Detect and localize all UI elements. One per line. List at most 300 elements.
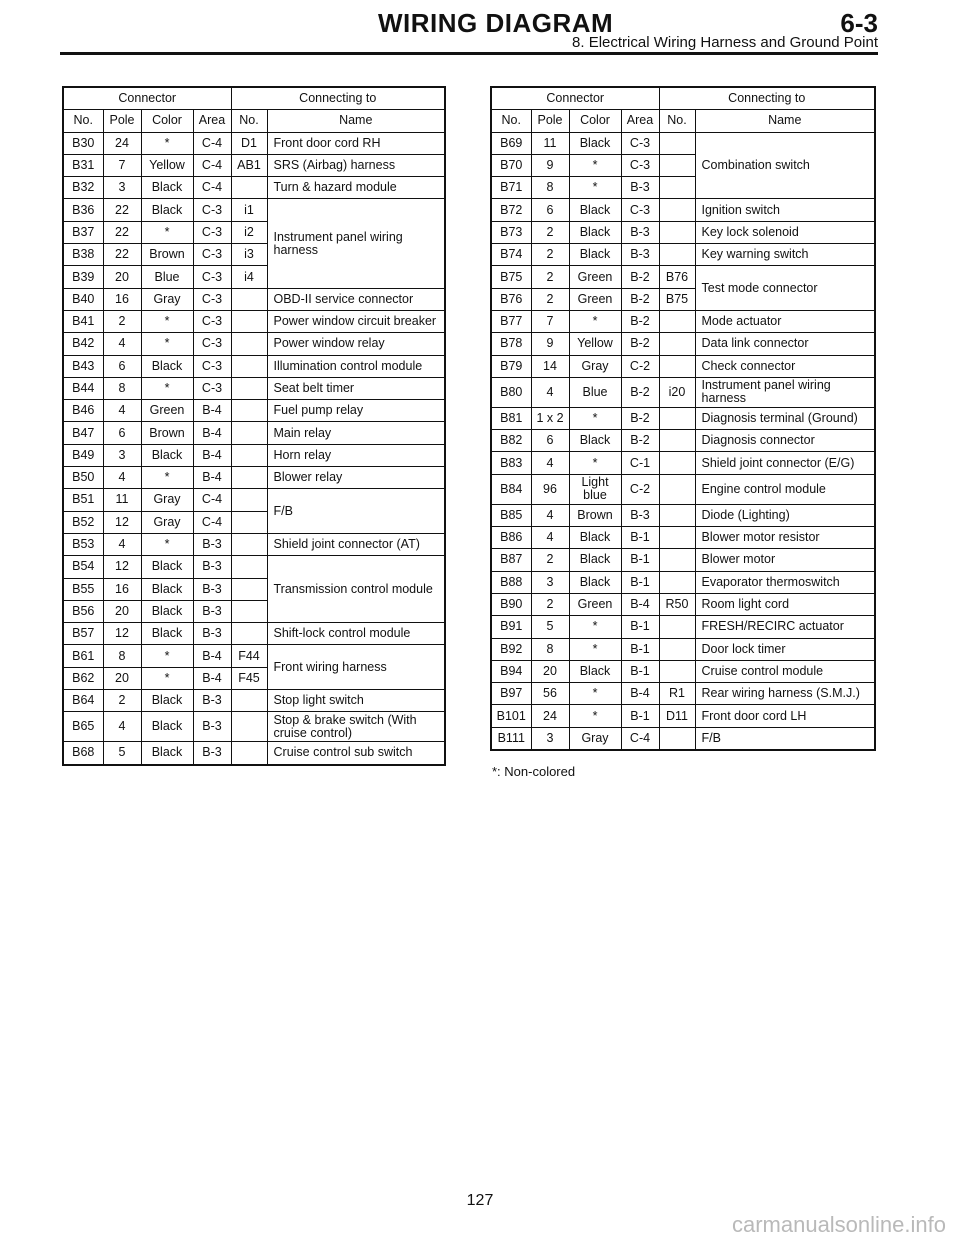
cell-area: B-1: [621, 616, 659, 638]
cell-color: Green: [569, 288, 621, 310]
cell-connecting-no: F45: [231, 667, 267, 689]
cell-area: C-3: [193, 355, 231, 377]
cell-area: B-4: [193, 645, 231, 667]
cell-connector-no: B31: [63, 154, 103, 176]
cell-connecting-no: [659, 132, 695, 154]
header-rule: [60, 52, 878, 55]
cell-pole: 2: [531, 244, 569, 266]
cell-area: B-3: [621, 177, 659, 199]
cell-name: Power window relay: [267, 333, 445, 355]
table-row: [63, 742, 445, 765]
cell-color: *: [141, 645, 193, 667]
cell-connecting-no: [231, 489, 267, 511]
cell-connector-no: B42: [63, 333, 103, 355]
cell-name: Shield joint connector (AT): [267, 533, 445, 555]
cell-pole: 4: [531, 377, 569, 407]
cell-color: Black: [141, 600, 193, 622]
cell-connecting-no: F44: [231, 645, 267, 667]
cell-area: B-4: [621, 683, 659, 705]
header-color: Color: [569, 110, 621, 132]
cell-area: B-3: [621, 221, 659, 243]
cell-area: B-3: [193, 533, 231, 555]
cell-area: C-2: [621, 474, 659, 504]
cell-connector-no: B55: [63, 578, 103, 600]
cell-pole: 3: [103, 444, 141, 466]
cell-connector-no: B47: [63, 422, 103, 444]
cell-color: *: [569, 452, 621, 474]
cell-area: B-1: [621, 549, 659, 571]
cell-area: C-3: [621, 132, 659, 154]
cell-name: Cruise control module: [695, 660, 875, 682]
cell-pole: 2: [531, 593, 569, 615]
cell-connecting-no: [231, 467, 267, 489]
cell-color: Black: [141, 199, 193, 221]
cell-connector-no: B56: [63, 600, 103, 622]
header-color: Color: [141, 110, 193, 132]
cell-name: Shield joint connector (E/G): [695, 452, 875, 474]
cell-color: Black: [569, 132, 621, 154]
cell-color: *: [141, 667, 193, 689]
cell-pole: 4: [103, 467, 141, 489]
connector-table-left: [62, 86, 446, 766]
cell-area: C-3: [193, 288, 231, 310]
cell-name: SRS (Airbag) harness: [267, 154, 445, 176]
cell-connector-no: B54: [63, 556, 103, 578]
cell-connecting-no: R1: [659, 683, 695, 705]
cell-name: Data link connector: [695, 333, 875, 355]
cell-pole: 56: [531, 683, 569, 705]
cell-connecting-no: [231, 333, 267, 355]
cell-name: Instrument panel wiring harness: [267, 199, 445, 288]
cell-area: B-4: [621, 593, 659, 615]
cell-connecting-no: [231, 742, 267, 765]
cell-connecting-no: [231, 177, 267, 199]
cell-connector-no: B88: [491, 571, 531, 593]
cell-pole: 2: [531, 549, 569, 571]
table-row: [491, 504, 875, 526]
table-row: [491, 638, 875, 660]
cell-area: C-4: [193, 511, 231, 533]
cell-connector-no: B78: [491, 333, 531, 355]
cell-pole: 1 x 2: [531, 407, 569, 429]
cell-connector-no: B73: [491, 221, 531, 243]
cell-pole: 22: [103, 199, 141, 221]
cell-pole: 8: [103, 377, 141, 399]
cell-connecting-no: D11: [659, 705, 695, 727]
table-row: [491, 244, 875, 266]
cell-pole: 20: [531, 660, 569, 682]
cell-connector-no: B36: [63, 199, 103, 221]
cell-color: Black: [141, 690, 193, 712]
table-body-left: [63, 132, 445, 765]
cell-color: Brown: [569, 504, 621, 526]
cell-connector-no: B46: [63, 400, 103, 422]
cell-connecting-no: [231, 444, 267, 466]
cell-name: Cruise control sub switch: [267, 742, 445, 765]
cell-color: Black: [141, 742, 193, 765]
footnote: *: Non-colored: [492, 764, 576, 779]
cell-color: Brown: [141, 244, 193, 266]
cell-connector-no: B101: [491, 705, 531, 727]
cell-name: Turn & hazard module: [267, 177, 445, 199]
header-pole: Pole: [103, 110, 141, 132]
cell-color: Black: [141, 556, 193, 578]
cell-name: Horn relay: [267, 444, 445, 466]
cell-connecting-no: [659, 727, 695, 750]
cell-area: B-1: [621, 660, 659, 682]
cell-area: C-2: [621, 355, 659, 377]
cell-pole: 3: [531, 727, 569, 750]
cell-name: Door lock timer: [695, 638, 875, 660]
cell-connecting-no: [231, 310, 267, 332]
cell-pole: 5: [531, 616, 569, 638]
cell-area: B-3: [621, 504, 659, 526]
cell-connector-no: B97: [491, 683, 531, 705]
table-body-right: [491, 132, 875, 750]
table-row: [63, 333, 445, 355]
cell-pole: 8: [103, 645, 141, 667]
cell-connecting-no: [659, 638, 695, 660]
cell-connecting-no: i2: [231, 221, 267, 243]
cell-connecting-no: [659, 571, 695, 593]
table-row: [63, 199, 445, 221]
table-row: [491, 355, 875, 377]
cell-area: C-3: [193, 221, 231, 243]
table-row: [63, 489, 445, 511]
cell-connector-no: B85: [491, 504, 531, 526]
cell-area: B-1: [621, 571, 659, 593]
cell-connector-no: B70: [491, 154, 531, 176]
cell-name: Blower motor resistor: [695, 527, 875, 549]
cell-connecting-no: [659, 616, 695, 638]
cell-pole: 16: [103, 578, 141, 600]
table-row: [491, 683, 875, 705]
cell-pole: 2: [531, 266, 569, 288]
cell-area: B-1: [621, 705, 659, 727]
cell-name: Evaporator thermoswitch: [695, 571, 875, 593]
cell-connecting-no: [231, 556, 267, 578]
cell-color: Black: [141, 712, 193, 742]
cell-area: B-2: [621, 333, 659, 355]
cell-connecting-no: [231, 377, 267, 399]
header-no: No.: [491, 110, 531, 132]
cell-pole: 6: [531, 430, 569, 452]
cell-connector-no: B53: [63, 533, 103, 555]
cell-connector-no: B69: [491, 132, 531, 154]
cell-area: B-3: [193, 712, 231, 742]
cell-area: C-4: [193, 132, 231, 154]
cell-connector-no: B38: [63, 244, 103, 266]
cell-connecting-no: [231, 422, 267, 444]
cell-pole: 8: [531, 638, 569, 660]
header-conn-no: No.: [659, 110, 695, 132]
cell-name: Check connector: [695, 355, 875, 377]
cell-color: *: [141, 333, 193, 355]
cell-pole: 11: [531, 132, 569, 154]
cell-area: B-2: [621, 266, 659, 288]
page-number: 127: [466, 1192, 494, 1209]
cell-color: Green: [569, 593, 621, 615]
cell-pole: 22: [103, 221, 141, 243]
cell-connector-no: B81: [491, 407, 531, 429]
cell-color: Gray: [141, 489, 193, 511]
cell-connector-no: B79: [491, 355, 531, 377]
cell-connector-no: B68: [63, 742, 103, 765]
cell-pole: 2: [103, 310, 141, 332]
connector-table-right: [490, 86, 876, 751]
cell-color: *: [141, 533, 193, 555]
watermark: carmanualsonline.info: [731, 1212, 946, 1237]
cell-connector-no: B76: [491, 288, 531, 310]
table-row: [63, 467, 445, 489]
cell-pole: 4: [531, 527, 569, 549]
cell-color: Green: [569, 266, 621, 288]
cell-connecting-no: R50: [659, 593, 695, 615]
cell-connecting-no: [659, 177, 695, 199]
table-row: [63, 177, 445, 199]
cell-connector-no: B37: [63, 221, 103, 243]
cell-area: B-4: [193, 400, 231, 422]
cell-pole: 4: [103, 333, 141, 355]
page-header: [60, 6, 878, 50]
header-area: Area: [621, 110, 659, 132]
cell-area: C-3: [193, 199, 231, 221]
cell-pole: 9: [531, 154, 569, 176]
cell-color: *: [569, 638, 621, 660]
cell-connecting-no: [659, 474, 695, 504]
cell-color: Black: [569, 430, 621, 452]
cell-pole: 4: [531, 452, 569, 474]
cell-area: C-1: [621, 452, 659, 474]
cell-connector-no: B39: [63, 266, 103, 288]
header-no: No.: [63, 110, 103, 132]
cell-connecting-no: [231, 400, 267, 422]
cell-color: Light blue: [569, 474, 621, 504]
table-row: [63, 623, 445, 645]
cell-area: B-1: [621, 638, 659, 660]
cell-name: F/B: [267, 489, 445, 534]
cell-connecting-no: i3: [231, 244, 267, 266]
cell-color: Yellow: [141, 154, 193, 176]
cell-color: Gray: [569, 355, 621, 377]
cell-connector-no: B90: [491, 593, 531, 615]
table-row: [63, 310, 445, 332]
cell-connector-no: B50: [63, 467, 103, 489]
cell-color: *: [569, 154, 621, 176]
cell-connecting-no: AB1: [231, 154, 267, 176]
cell-connector-no: B72: [491, 199, 531, 221]
cell-pole: 24: [103, 132, 141, 154]
header-connector: Connector: [491, 87, 659, 110]
cell-name: Stop & brake switch (With cruise control): [267, 712, 445, 742]
cell-name: Key warning switch: [695, 244, 875, 266]
cell-color: *: [569, 705, 621, 727]
table-row: [491, 616, 875, 638]
cell-name: Diagnosis connector: [695, 430, 875, 452]
cell-name: Blower motor: [695, 549, 875, 571]
cell-area: B-3: [193, 742, 231, 765]
cell-pole: 16: [103, 288, 141, 310]
cell-area: C-4: [193, 154, 231, 176]
cell-connecting-no: [659, 310, 695, 332]
cell-connecting-no: [231, 600, 267, 622]
cell-color: *: [141, 310, 193, 332]
table-row: [491, 527, 875, 549]
cell-pole: 12: [103, 556, 141, 578]
table-row: [63, 533, 445, 555]
cell-color: *: [569, 310, 621, 332]
cell-name: Seat belt timer: [267, 377, 445, 399]
cell-area: B-2: [621, 407, 659, 429]
cell-connector-no: B52: [63, 511, 103, 533]
cell-color: Black: [141, 177, 193, 199]
cell-area: B-4: [193, 667, 231, 689]
header-connecting-to: Connecting to: [659, 87, 875, 110]
table-row: [63, 377, 445, 399]
cell-color: *: [569, 177, 621, 199]
cell-connecting-no: [231, 511, 267, 533]
header-connecting-to: Connecting to: [231, 87, 445, 110]
cell-name: Room light cord: [695, 593, 875, 615]
cell-name: Ignition switch: [695, 199, 875, 221]
cell-color: Gray: [141, 288, 193, 310]
cell-connector-no: B57: [63, 623, 103, 645]
table-row: [491, 377, 875, 407]
table-row: [491, 310, 875, 332]
cell-pole: 4: [103, 712, 141, 742]
cell-name: OBD-II service connector: [267, 288, 445, 310]
table-row: [491, 593, 875, 615]
cell-connector-no: B84: [491, 474, 531, 504]
cell-connector-no: B86: [491, 527, 531, 549]
cell-connecting-no: [231, 355, 267, 377]
cell-pole: 3: [103, 177, 141, 199]
cell-color: *: [569, 407, 621, 429]
cell-color: Black: [141, 578, 193, 600]
cell-area: B-2: [621, 288, 659, 310]
cell-color: Gray: [141, 511, 193, 533]
table-row: [63, 444, 445, 466]
cell-connector-no: B62: [63, 667, 103, 689]
cell-color: Black: [569, 244, 621, 266]
cell-connecting-no: [659, 154, 695, 176]
cell-connecting-no: [659, 333, 695, 355]
cell-area: B-2: [621, 310, 659, 332]
cell-connecting-no: [231, 288, 267, 310]
cell-connector-no: B91: [491, 616, 531, 638]
cell-name: Rear wiring harness (S.M.J.): [695, 683, 875, 705]
cell-color: Black: [141, 355, 193, 377]
cell-color: Blue: [569, 377, 621, 407]
cell-connector-no: B92: [491, 638, 531, 660]
cell-color: Blue: [141, 266, 193, 288]
cell-connecting-no: [231, 623, 267, 645]
section-number: 6-3: [840, 8, 878, 38]
cell-color: Black: [141, 444, 193, 466]
cell-connector-no: B61: [63, 645, 103, 667]
cell-connector-no: B94: [491, 660, 531, 682]
cell-pole: 7: [103, 154, 141, 176]
cell-color: Black: [569, 199, 621, 221]
cell-connector-no: B77: [491, 310, 531, 332]
cell-connector-no: B74: [491, 244, 531, 266]
cell-area: B-3: [621, 244, 659, 266]
cell-pole: 22: [103, 244, 141, 266]
cell-connecting-no: [231, 578, 267, 600]
cell-name: Illumination control module: [267, 355, 445, 377]
cell-color: Black: [569, 221, 621, 243]
cell-connector-no: B32: [63, 177, 103, 199]
table-row: [63, 645, 445, 667]
header-connector: Connector: [63, 87, 231, 110]
cell-color: *: [569, 616, 621, 638]
cell-pole: 7: [531, 310, 569, 332]
table-row: [63, 690, 445, 712]
cell-color: Black: [569, 660, 621, 682]
cell-color: Black: [141, 623, 193, 645]
cell-area: B-3: [193, 623, 231, 645]
cell-pole: 4: [103, 400, 141, 422]
cell-connecting-no: [659, 660, 695, 682]
cell-connector-no: B71: [491, 177, 531, 199]
cell-connecting-no: [659, 407, 695, 429]
cell-color: Yellow: [569, 333, 621, 355]
cell-pole: 5: [103, 742, 141, 765]
cell-pole: 12: [103, 511, 141, 533]
cell-area: B-1: [621, 527, 659, 549]
cell-connecting-no: i4: [231, 266, 267, 288]
cell-area: B-3: [193, 600, 231, 622]
cell-connecting-no: [659, 549, 695, 571]
cell-connector-no: B83: [491, 452, 531, 474]
cell-area: C-3: [621, 154, 659, 176]
cell-connecting-no: [231, 712, 267, 742]
cell-connecting-no: i20: [659, 377, 695, 407]
header-name: Name: [267, 110, 445, 132]
cell-color: *: [141, 467, 193, 489]
cell-area: B-3: [193, 578, 231, 600]
table-row: [63, 422, 445, 444]
table-row: [491, 549, 875, 571]
cell-area: C-4: [193, 177, 231, 199]
cell-area: B-2: [621, 430, 659, 452]
cell-name: Shift-lock control module: [267, 623, 445, 645]
cell-color: Black: [569, 527, 621, 549]
table-row: [491, 452, 875, 474]
cell-connector-no: B111: [491, 727, 531, 750]
table-row: [63, 288, 445, 310]
cell-name: Main relay: [267, 422, 445, 444]
cell-area: C-3: [193, 377, 231, 399]
cell-connecting-no: [659, 452, 695, 474]
cell-pole: 4: [103, 533, 141, 555]
table-row: [491, 199, 875, 221]
cell-area: C-4: [621, 727, 659, 750]
cell-connecting-no: [659, 355, 695, 377]
cell-pole: 6: [103, 422, 141, 444]
cell-connecting-no: B75: [659, 288, 695, 310]
cell-name: Key lock solenoid: [695, 221, 875, 243]
table-row: [491, 132, 875, 154]
cell-pole: 11: [103, 489, 141, 511]
cell-color: Black: [569, 549, 621, 571]
cell-connecting-no: [659, 199, 695, 221]
cell-area: B-4: [193, 422, 231, 444]
cell-area: C-4: [193, 489, 231, 511]
cell-pole: 2: [103, 690, 141, 712]
cell-connector-no: B87: [491, 549, 531, 571]
table-row: [491, 705, 875, 727]
